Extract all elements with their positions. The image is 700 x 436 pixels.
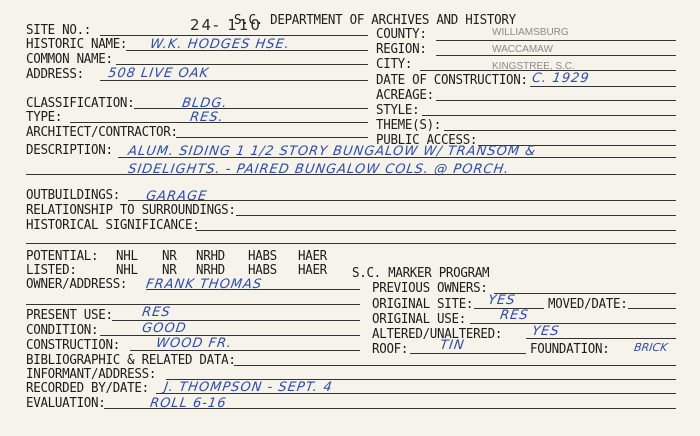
acreage-label: ACREAGE: <box>376 85 434 103</box>
style-line <box>422 115 676 116</box>
acreage-line <box>436 100 676 101</box>
outbuildings-value: GARAGE <box>145 189 209 204</box>
original-use-label: ORIGINAL USE: <box>372 309 466 327</box>
condition-value: GOOD <box>141 321 188 336</box>
potential-nhl: NHL <box>116 246 138 264</box>
public-access-label: PUBLIC ACCESS: <box>376 130 478 148</box>
evaluation-line <box>104 408 676 409</box>
potential-nr: NR <box>162 246 177 264</box>
previous-owners-line <box>494 293 676 294</box>
construction-value: WOOD FR. <box>155 336 234 351</box>
historic-name-value: W.K. HODGES HSE. <box>149 37 291 52</box>
relationship-label: RELATIONSHIP TO SURROUNDINGS: <box>26 200 236 218</box>
recorded-by-line <box>156 393 676 394</box>
listed-nr: NR <box>162 260 177 278</box>
description-rule2 <box>26 174 676 175</box>
listed-haer: HAER <box>298 260 327 278</box>
moved-date-line <box>628 308 676 309</box>
original-site-label: ORIGINAL SITE: <box>372 294 474 312</box>
owner-label: OWNER/ADDRESS: <box>26 274 128 292</box>
bibliographic-line <box>234 365 676 366</box>
county-stamp: WILLIAMSBURG <box>492 27 569 38</box>
potential-haer: HAER <box>298 246 327 264</box>
listed-habs: HABS <box>248 260 277 278</box>
listed-nrhd: NRHD <box>196 260 225 278</box>
common-name-label: COMMON NAME: <box>26 49 113 67</box>
recorded-by-value: J. THOMPSON - SEPT. 4 <box>163 380 334 395</box>
owner-line <box>146 289 360 290</box>
present-use-label: PRESENT USE: <box>26 305 113 323</box>
form-title: S.C. DEPARTMENT OF ARCHIVES AND HISTORY <box>234 10 516 28</box>
county-line <box>436 40 676 41</box>
construction-label: CONSTRUCTION: <box>26 335 120 353</box>
description-rule1 <box>118 157 676 158</box>
evaluation-label: EVALUATION: <box>26 393 106 411</box>
region-line <box>436 55 676 56</box>
classification-label: CLASSIFICATION: <box>26 93 135 111</box>
altered-value: YES <box>531 324 561 339</box>
potential-label: POTENTIAL: <box>26 246 99 264</box>
historic-name-line <box>126 50 368 51</box>
site-no-label: SITE NO.: <box>26 20 92 38</box>
site-no-value: 24- 110 <box>190 16 262 34</box>
roof-line <box>410 353 526 354</box>
listed-nhl: NHL <box>116 260 138 278</box>
outbuildings-label: OUTBUILDINGS: <box>26 185 120 203</box>
region-label: REGION: <box>376 39 427 57</box>
marker-program-label: S.C. MARKER PROGRAM <box>352 263 490 281</box>
foundation-value: BRICK <box>633 341 669 354</box>
themes-line <box>444 130 676 131</box>
address-line <box>100 80 368 81</box>
address-value: 508 LIVE OAK <box>107 66 211 81</box>
type-label: TYPE: <box>26 107 63 125</box>
date-of-construction-label: DATE OF CONSTRUCTION: <box>376 70 528 88</box>
present-use-value: RES <box>141 305 172 320</box>
significance-label: HISTORICAL SIGNIFICANCE: <box>26 215 200 233</box>
relationship-line <box>236 215 676 216</box>
description-line2: SIDELIGHTS. - PAIRED BUNGALOW COLS. @ PORCH. <box>127 162 511 177</box>
type-value: RES. <box>189 110 225 125</box>
architect-line <box>176 137 368 138</box>
site-no-line <box>100 35 368 36</box>
historic-name-label: HISTORIC NAME: <box>26 34 128 52</box>
county-label: COUNTY: <box>376 24 427 42</box>
description-label: DESCRIPTION: <box>26 140 113 158</box>
bibliographic-label: BIBLIOGRAPHIC & RELATED DATA: <box>26 350 236 368</box>
themes-label: THEME(S): <box>376 115 442 133</box>
city-stamp: KINGSTREE, S.C. <box>492 61 575 72</box>
moved-date-label: MOVED/DATE: <box>548 294 628 312</box>
classification-value: BLDG. <box>181 96 229 111</box>
region-stamp: WACCAMAW <box>492 44 553 55</box>
roof-value: TIN <box>439 338 466 353</box>
address-label: ADDRESS: <box>26 64 84 82</box>
potential-nrhd: NRHD <box>196 246 225 264</box>
description-line1: ALUM. SIDING 1 1/2 STORY BUNGALOW W/ TRANSOM & <box>127 144 538 159</box>
recorded-by-label: RECORDED BY/DATE: <box>26 378 149 396</box>
owner-value: FRANK THOMAS <box>145 277 264 292</box>
foundation-label: FOUNDATION: <box>530 339 610 357</box>
style-label: STYLE: <box>376 100 420 118</box>
original-use-line <box>470 323 676 324</box>
listed-label: LISTED: <box>26 260 77 278</box>
architect-label: ARCHITECT/CONTRACTOR: <box>26 122 178 140</box>
potential-habs: HABS <box>248 246 277 264</box>
informant-label: INFORMANT/ADDRESS: <box>26 364 157 382</box>
original-site-value: YES <box>487 293 517 308</box>
significance-line <box>196 230 676 231</box>
city-label: CITY: <box>376 54 413 72</box>
altered-label: ALTERED/UNALTERED: <box>372 324 503 342</box>
date-of-construction-value: C. 1929 <box>531 71 591 86</box>
altered-line <box>526 338 676 339</box>
significance-line2 <box>26 243 676 244</box>
owner-line2 <box>26 304 360 305</box>
common-name-line <box>116 64 368 65</box>
date-line <box>530 86 676 87</box>
roof-label: ROOF: <box>372 339 409 357</box>
previous-owners-label: PREVIOUS OWNERS: <box>372 278 488 296</box>
classification-line <box>134 108 368 109</box>
original-use-value: RES <box>499 308 530 323</box>
condition-label: CONDITION: <box>26 320 99 338</box>
evaluation-value: ROLL 6-16 <box>149 396 228 411</box>
